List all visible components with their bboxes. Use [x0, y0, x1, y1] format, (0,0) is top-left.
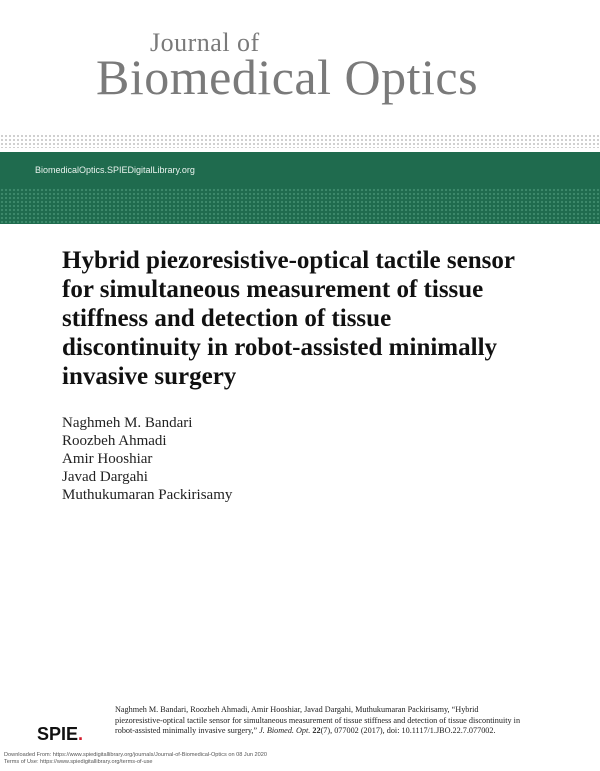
author-name: Javad Dargahi [62, 469, 148, 485]
journal-masthead [0, 0, 600, 140]
spie-logo [37, 724, 83, 745]
journal-name-line1: Journal of [150, 28, 260, 57]
author-name: Amir Hooshiar [62, 451, 153, 467]
author-name: Naghmeh M. Bandari [62, 415, 193, 431]
spie-logo-text: SPIE [37, 724, 79, 744]
journal-site-link[interactable]: BiomedicalOptics.SPIEDigitalLibrary.org [35, 165, 195, 175]
author-list [62, 414, 462, 504]
banner-dot-pattern [0, 188, 600, 224]
author-name: Roozbeh Ahmadi [62, 433, 167, 449]
spie-logo-dot: . [78, 724, 84, 744]
author-name: Muthukumaran Packirisamy [62, 487, 233, 503]
citation-block [115, 705, 527, 737]
citation-volume: 22 [312, 726, 321, 735]
journal-banner [0, 152, 600, 224]
journal-name-line2: Biomedical Optics [96, 49, 479, 105]
article-title: Hybrid piezoresistive-optical tactile sensor for simultaneous measurement of tissue stiffness and detection of tissue discontinuity in robot-assisted minimally invasive surgery [62, 247, 515, 390]
download-footer [4, 752, 267, 766]
citation-lead: Naghmeh M. Bandari, Roozbeh Ahmadi, Amir Hooshiar, Javad Dargahi, Muthukumaran Packirisamy, “Hybrid piezoresistive-optical tactile sensor for simultaneous measurement of tissue stiffness and detection of tissue discontinuity in robot-assisted minimally invasive surgery,” [115, 705, 521, 735]
dotted-divider [0, 134, 600, 148]
citation-journal: J. Biomed. Opt. [259, 726, 311, 735]
citation-issue: (7), 077002 (2017), doi: 10.1117/1.JBO.22.7.077002. [320, 726, 496, 735]
terms-of-use-link[interactable]: Terms of Use: https://www.spiedigitallibrary.org/terms-of-use [4, 759, 153, 765]
download-notice: Downloaded From: https://www.spiedigitallibrary.org/journals/Journal-of-Biomedical-Optics on 08 Jun 2020 [4, 752, 267, 758]
